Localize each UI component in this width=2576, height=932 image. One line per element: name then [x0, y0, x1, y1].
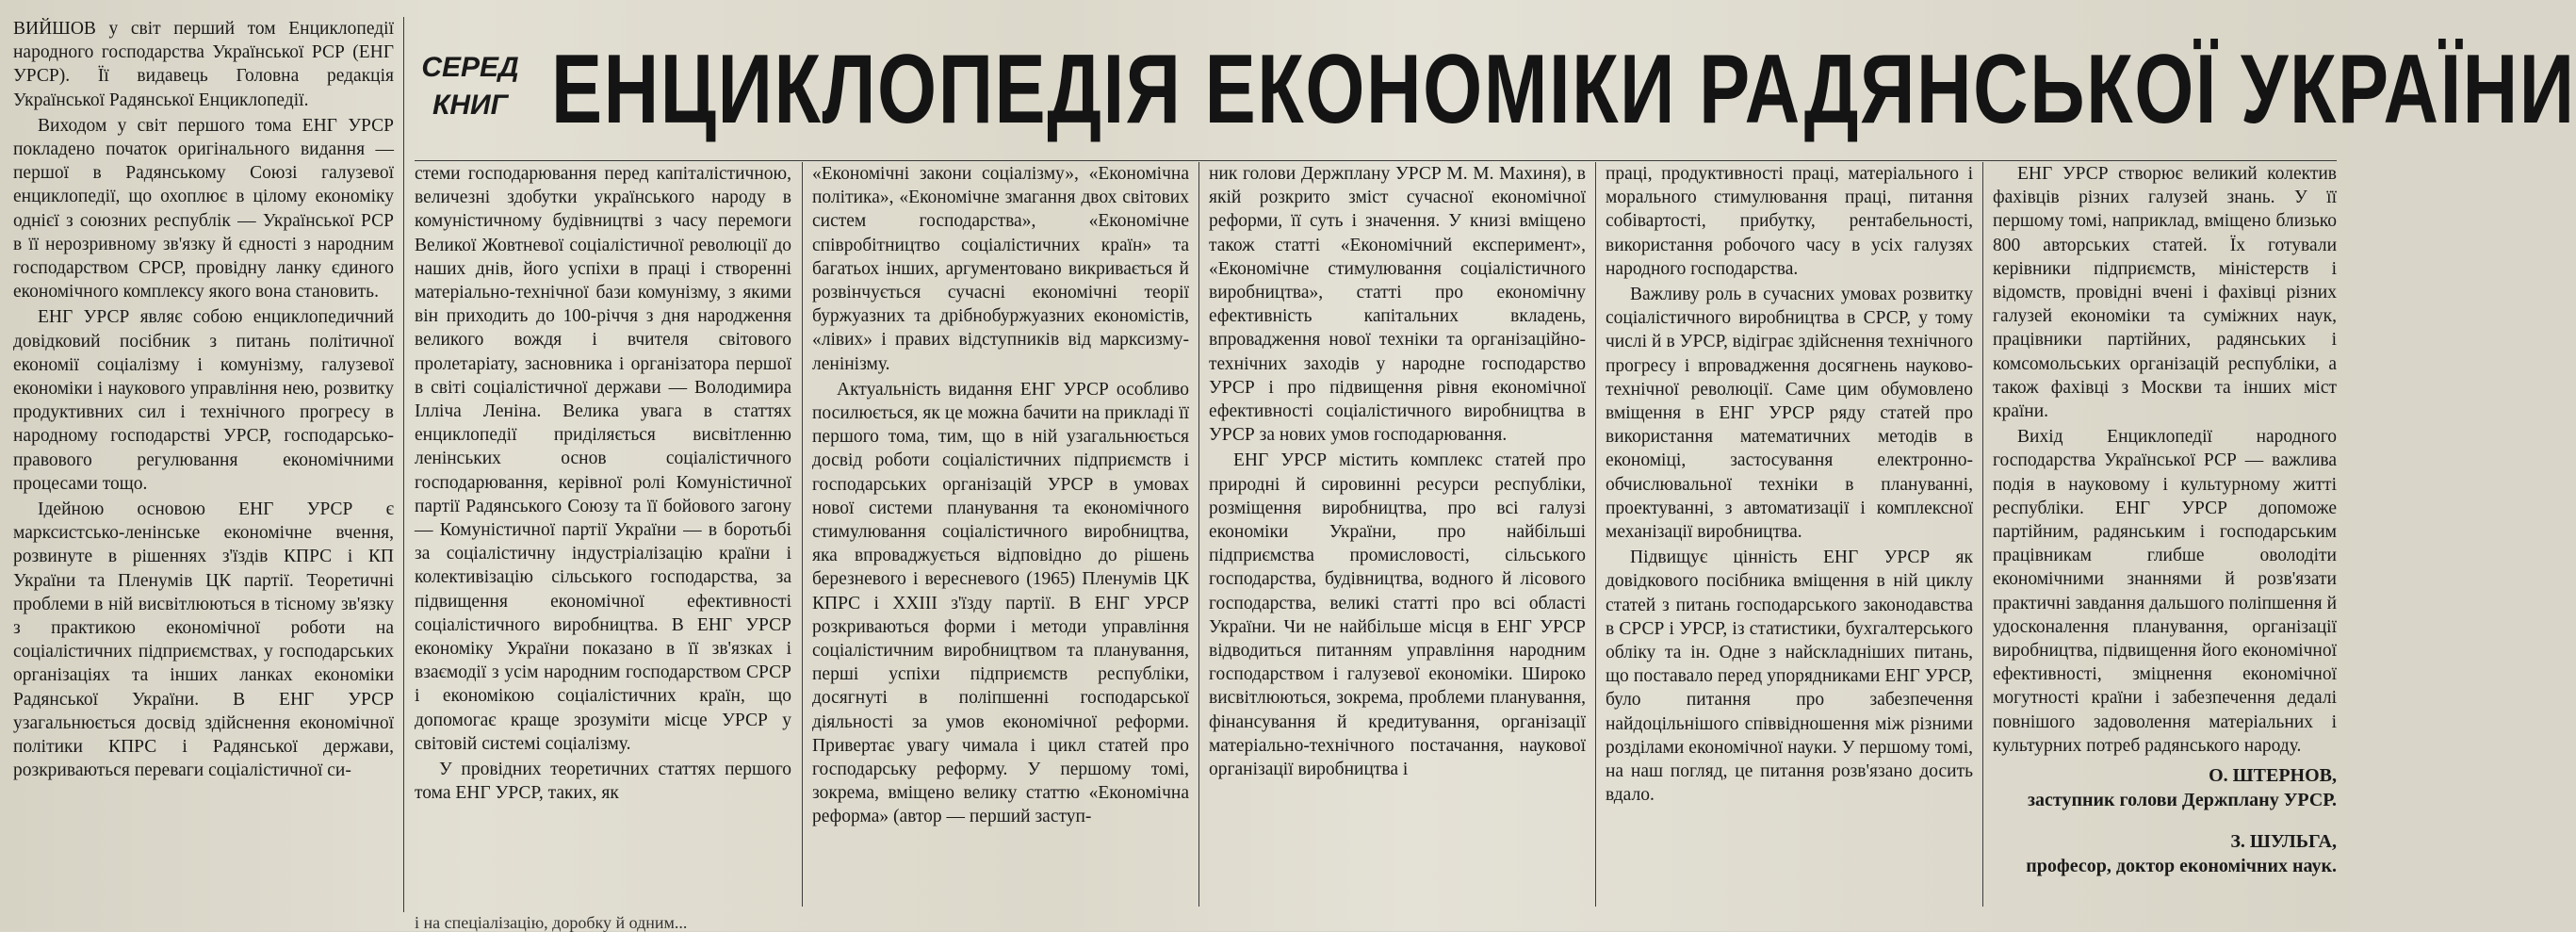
- paragraph: Актуальність видання ЕНГ УРСР особливо посилюється, як це можна бачити на прикладі її першого тома, тим, що в ній узагальнюється досвід роботи соціалістичних підприємств і господарських організацій УРСР в умовах нової системи планування та економічного стимулювання соціалістичного виробництва, яка впроваджується відповідно до рішень березневого і вересневого (1965) Пленумів ЦК КПРС і XXIII з'їзду партії. В ЕНГ УРСР розкриваються форми і методи управління соціалістичним виробництвом та планування, перші успіхи підприємств республіки, досягнуті в поліпшенні господарської діяльності за умов економічної реформи. Привертає увагу чимала і цикл статей про господарську реформу. У першому томі, зокрема, вміщено велику статтю «Економічна реформа» (автор — перший заступ-: [812, 379, 1189, 827]
- article-column-2: [415, 162, 791, 907]
- rubric-line: КНИГ: [432, 90, 509, 121]
- paragraph: ЕНГ УРСР містить комплекс статей про природні й сировинні ресурси республіки, розміщення виробництва, про всі галузі економіки України, про найбільші підприємства промисловості, сільського господарства, будівництва, водного й лісового господарства, великі статті про всі області України. Чи не найбільше місця в ЕНГ УРСР відводиться питанням управління народним господарством і галузевої економіки. Широко висвітлюються, зокрема, проблеми планування, фінансування й кредитування, організації матеріально-технічного постачання, наукової організації виробництва і: [1209, 450, 1586, 780]
- article-column-1: [13, 17, 394, 898]
- author-name: З. ШУЛЬГА,: [2230, 831, 2337, 852]
- article-column-4: [1209, 162, 1586, 907]
- author-name: О. ШТЕРНОВ,: [2209, 765, 2337, 786]
- paragraph: Вихід Енциклопедії народного господарства Української РСР — важлива подія в науковому і культурному житті республіки. ЕНГ УРСР допоможе партійним, радянським і господарським працівникам глибше оволодіти економічними знаннями й розв'язати практичні завдання дальшого поліпшення й удосконалення планування, організації виробництва, підвищення його економічної ефективності, зміцнення економічної могутності країни і забезпечення дедалі повнішого задоволення матеріальних і культурних потреб радянського народу.: [1993, 427, 2337, 756]
- page-headline: ЕНЦИКЛОПЕДІЯ ЕКОНОМІКИ РАДЯНСЬКОЇ УКРАЇНИ: [551, 35, 2576, 144]
- column-divider: [1982, 162, 1983, 907]
- lead-paragraph: ВИЙШОВ у світ перший том Енциклопедії народного господарства Української РСР (ЕНГ УРСР). Її видавець Головна редакція Української Радянської Енциклопедії.: [13, 19, 394, 110]
- rubric-line: СЕРЕД: [421, 52, 519, 83]
- paragraph: Підвищує цінність ЕНГ УРСР як довідкового посібника вміщення в ній циклу статей з питань господарського законодавства в СРСР і УРСР, із статистики, бухгалтерського обліку та ін. Одне з найскладніших питань, що поставало перед упорядниками ЕНГ УРСР, було питання про забезпечення найдоцільнішого співвідношення між різними розділами економічної науки. У першому томі, на наш погляд, це питання розв'язано досить вдало.: [1606, 548, 1973, 806]
- column-divider: [802, 162, 803, 907]
- paragraph: Ідейною основою ЕНГ УРСР є марксистсько-ленінське економічне вчення, розвинуте в рішеннях з'їздів КПРС і КП України та Пленумів ЦК партії. Теоретичні проблеми в ній висвітлюються в тісному зв'язку з практикою економічної роботи на соціалістичних підприємствах, у господарських організаціях та інших ланках економіки Радянської України. В ЕНГ УРСР узагальнюється досвід здійснення економічної політики КПРС і Радянської держави, розкриваються переваги соціалістичної си-: [13, 499, 394, 781]
- paragraph: праці, продуктивності праці, матеріального і морального стимулювання праці, питання собівартості, прибутку, рентабельності, використання робочого часу в усіх галузях народного господарства.: [1606, 164, 1973, 279]
- author-signature-2: [1993, 829, 2337, 878]
- section-rubric: [415, 49, 526, 124]
- paragraph: ЕНГ УРСР являє собою енциклопедичний довідковий посібник з питань політичної економії соціалізму і комунізму, галузевої економіки і наукового управління нею, розвитку продуктивних сил і технічного прогресу в народному господарстві УРСР, господарсько-правового регулювання економічними процесами тощо.: [13, 307, 394, 494]
- author-role: заступник голови Держплану УРСР.: [2027, 790, 2337, 810]
- paragraph: «Економічні закони соціалізму», «Економічна політика», «Економічне змагання двох світових систем господарства», «Економічне співробітництво соціалістичних країн» та багатьох інших, аргументовано викривається й розвінчується сучасні економічні теорії буржуазних та дрібнобуржуазних економістів, «лівих» і правих відступників від марксизму-ленінізму.: [812, 164, 1189, 374]
- paragraph: У провідних теоретичних статтях першого тома ЕНГ УРСР, таких, як: [415, 760, 791, 804]
- paragraph: Виходом у світ першого тома ЕНГ УРСР покладено початок оригінального видання — першої в Радянському Союзі галузевої енциклопедії, що охоплює в цілому економіку однієї з союзних республік — Української РСР в її нерозривному зв'язку й єдності з народним господарством СРСР, провідну ланку єдиного економічного комплексу якого вона становить.: [13, 115, 394, 302]
- headline-rule: [415, 160, 2337, 161]
- article-column-5: [1606, 162, 1973, 907]
- column-divider: [1595, 162, 1596, 907]
- paragraph: ник голови Держплану УРСР М. М. Махиня), в якій розкрито зміст сучасної економічної реформи, її суть і значення. У книзі вміщено також статті «Економічний експеримент», «Економічне стимулювання соціалістичного виробництва», статті про економічну ефективність капітальних вкладень, впровадження нової техніки та організаційно-технічних заходів у народне господарство УРСР і про підвищення рівня економічної ефективності соціалістичного виробництва в УРСР за нових умов господарювання.: [1209, 164, 1586, 446]
- paragraph: ЕНГ УРСР створює великий колектив фахівців різних галузей знань. У її першому томі, наприклад, вміщено близько 800 авторських статей. Їх готували керівники підприємств, міністерств і відомств, провідні вчені і фахівці різних галузей економіки та суміжних наук, працівники партійних, радянських і комсомольських організацій республіки, а також фахівці з Москви та інших міст країни.: [1993, 164, 2337, 422]
- column-divider: [1198, 162, 1199, 907]
- article-column-3: [812, 162, 1189, 907]
- paragraph: Важливу роль в сучасних умовах розвитку соціалістичного виробництва в СРСР, у тому числі й в УРСР, відіграє здійснення технічного прогресу і впровадження досягнень науково-технічної революції. Саме цим обумовлено вміщення в ЕНГ УРСР ряду статей про використання математичних методів в економіці, застосування електронно-обчислювальної техніки в плануванні, проектуванні, з автоматизації і комплексної механізації виробництва.: [1606, 285, 1973, 543]
- article-column-6: [1993, 162, 2337, 765]
- author-role: професор, доктор економічних наук.: [2026, 856, 2337, 876]
- paragraph: стеми господарювання перед капіталістичною, величезні здобутки українського народу в комуністичному будівництві з часу перемоги Великої Жовтневої соціалістичної революції до наших днів, його успіхи в праці і створенні матеріально-технічної бази комунізму, з якими він приходить до 100-річчя з дня народження великого вождя і вчителя світового пролетаріату, засновника і організатора першої в світі соціалістичної держави — Володимира Ілліча Леніна. Велика увага в статтях енциклопедії приділяється висвітленню ленінських основ соціалістичного господарювання, керівної ролі Комуністичної партії Радянського Союзу та її бойового загону — Комуністичної партії України — в боротьбі за соціалістичну індустріалізацію країни і колективізацію сільського господарства, за підвищення економічної ефективності соціалістичного виробництва. В ЕНГ УРСР економіку України показано в її зв'язках і взаємодії з усім народним господарством СРСР і економікою соціалістичних країн, що допомогає краще зрозуміти місце УРСР у світовій системі соціалізму.: [415, 164, 791, 754]
- cut-off-text-fragment: і на спеціалізацію, доробку й одним...: [415, 913, 688, 932]
- column-divider: [403, 17, 404, 912]
- author-signature-1: [1993, 763, 2337, 812]
